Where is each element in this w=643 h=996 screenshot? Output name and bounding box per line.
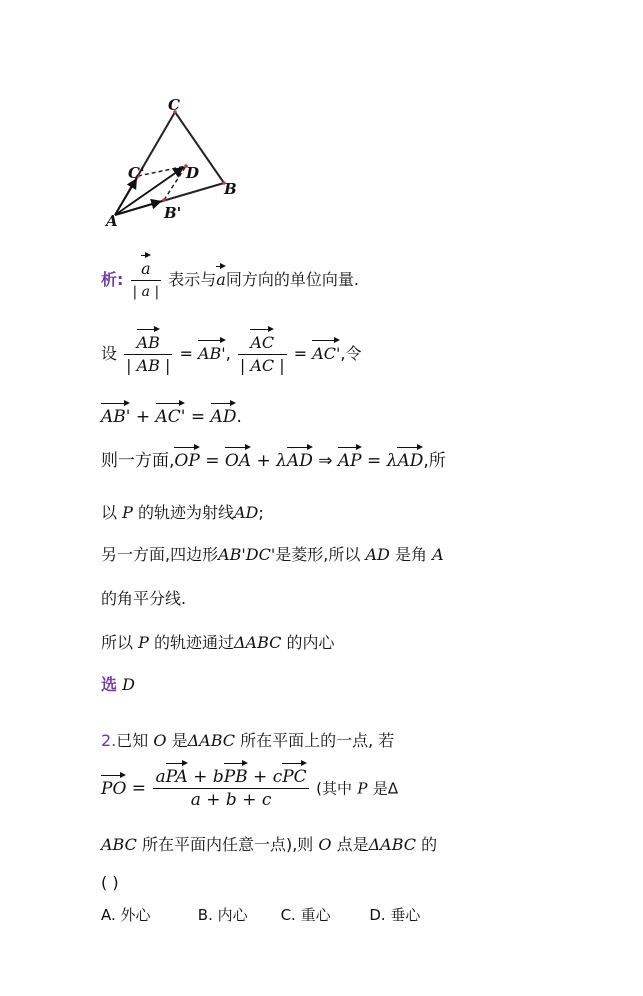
option-c: C. 重心 <box>280 906 331 924</box>
line5: 另一方面,四边形AB'DC'是菱形,所以 AD 是角 A <box>101 545 444 564</box>
q2-line3: ABC 所在平面内任意一点),则 O 点是ΔABC 的 <box>101 835 438 854</box>
label-b: B <box>224 180 237 198</box>
answer-label: 选 <box>101 675 118 694</box>
option-a: A. 外心 <box>101 906 151 924</box>
unit-vector-fraction: $\frac{a}{| a |}$ <box>132 259 160 300</box>
option-b: B. 内心 <box>197 906 248 924</box>
q2-blank: ( ) <box>101 873 119 892</box>
line6: 的角平分线. <box>101 589 187 608</box>
label-c: C <box>168 96 180 114</box>
line7: 所以 P 的轨迹通过ΔABC 的内心 <box>101 633 335 652</box>
q2-fraction: $\frac{\text{aPA + bPB + cPC}}{a + b + c}$ <box>155 767 307 810</box>
q2-line1: 2.已知 O 是ΔABC 所在平面上的一点, 若 <box>101 731 395 750</box>
label-b-prime: B' <box>164 204 182 222</box>
line4: 以 P 的轨迹为射线AD; <box>101 503 264 522</box>
step2-line: AB' + AC' = AD. <box>101 407 242 427</box>
answer-value: D <box>122 675 135 694</box>
q2-formula-line: PO = $\frac{\text{aPA + bPB + cPC}}{a + b + c}$ (其中 P 是Δ <box>101 767 399 810</box>
triangle-figure <box>100 92 250 232</box>
q2-options <box>101 904 420 926</box>
analysis-line: 析: $\frac{a}{| a |}$ 表示与a同方向的单位向量. <box>101 258 359 303</box>
analysis-label: 析: <box>101 270 124 289</box>
option-d: D. 垂心 <box>369 906 421 924</box>
label-a: A <box>106 212 118 230</box>
label-d: D <box>186 164 200 182</box>
step3-line: 则一方面,OP = OA + λAD ⇒ AP = λAD,所 <box>101 451 446 471</box>
q2-number: 2. <box>101 731 117 750</box>
step1-line: 设 $\frac{AB}{| AB |}$ = AB', $\frac{AC}{| AC |}$ = AC',令 <box>101 333 362 375</box>
answer-line <box>101 674 135 696</box>
label-c-prime: C' <box>128 164 145 182</box>
